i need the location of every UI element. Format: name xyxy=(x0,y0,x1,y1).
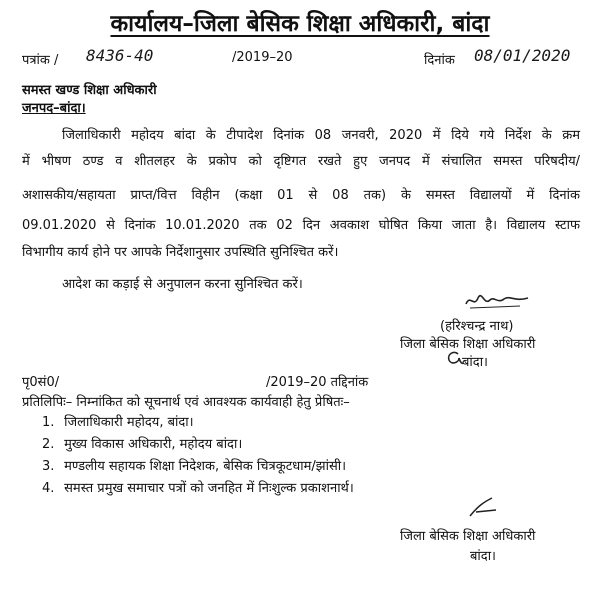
addressee-line2: जनपद–बांदा। xyxy=(22,101,86,116)
signature-scribble xyxy=(462,290,532,312)
body-line3: अशासकीय/सहायता प्राप्त/वित्त विहीन (कक्षा 01 से 08 तक) के समस्त विद्यालयों में दिनांक xyxy=(22,188,580,203)
handwritten-mark xyxy=(444,348,464,368)
list-item xyxy=(42,456,346,474)
list-item-number: 3. xyxy=(42,459,55,474)
list-item xyxy=(42,478,354,496)
list-item-text: समस्त प्रमुख समाचार पत्रों को जनहित में निःशुल्क प्रकाशनार्थ। xyxy=(64,481,354,496)
signatory2-designation: जिला बेसिक शिक्षा अधिकारी xyxy=(400,529,536,544)
body-line2: में भीषण ठण्ड व शीतलहर के प्रकोप को दृष्टिगत रखते हुए जनपद में संचालित समस्त परिषदीय/ xyxy=(22,154,580,169)
addressee-line1: समस्त खण्ड शिक्षा अधिकारी xyxy=(22,83,157,98)
signatory-designation: जिला बेसिक शिक्षा अधिकारी xyxy=(400,337,536,352)
dinank-value: 08/01/2020 xyxy=(474,46,571,65)
signatory-place: बांदा। xyxy=(462,355,488,370)
signatory-name: (हरिश्चन्द्र नाथ) xyxy=(440,319,514,334)
dinank-label: दिनांक xyxy=(424,53,455,68)
body-line6: आदेश का कड़ाई से अनुपालन करना सुनिश्चित करें। xyxy=(62,277,303,292)
list-item xyxy=(42,434,242,452)
body-line4: 09.01.2020 से दिनांक 10.01.2020 तक 02 दिन अवकाश घोषित किया जाता है। विद्यालय स्टाफ xyxy=(22,218,580,233)
list-item xyxy=(42,412,194,430)
office-title: कार्यालय–जिला बेसिक शिक्षा अधिकारी, बांदा xyxy=(110,11,490,37)
body-line1: जिलाधिकारी महोदय बांदा के टीपादेश दिनांक 08 जनवरी, 2020 में दिये गये निर्देश के क्रम xyxy=(62,128,580,143)
patrank-number: 8436-40 xyxy=(86,46,154,65)
list-item-text: मुख्य विकास अधिकारी, महोदय बांदा। xyxy=(64,437,243,452)
initials-scribble xyxy=(466,496,506,520)
list-item-text: मण्डलीय सहायक शिक्षा निदेशक, बेसिक चित्रकूटधाम/झांसी। xyxy=(64,459,347,474)
list-item-number: 4. xyxy=(42,481,55,496)
list-item-text: जिलाधिकारी महोदय, बांदा। xyxy=(64,415,194,430)
prusam-session: /2019–20 तद्दिनांक xyxy=(266,375,369,390)
list-item-number: 1. xyxy=(42,415,55,430)
patrank-label: पत्रांक / xyxy=(22,53,59,68)
list-item-number: 2. xyxy=(42,437,55,452)
body-line5: विभागीय कार्य होने पर आपके निर्देशानुसार उपस्थिति सुनिश्चित करें। xyxy=(22,245,339,260)
copy-intro: प्रतिलिपिः– निम्नांकित को सूचनार्थ एवं आवश्यक कार्यवाही हेतु प्रेषितः– xyxy=(22,395,350,410)
prusam-label: पृ0सं0/ xyxy=(22,375,60,390)
signatory2-place: बांदा। xyxy=(470,549,496,564)
patrank-session: /2019–20 xyxy=(232,50,293,65)
